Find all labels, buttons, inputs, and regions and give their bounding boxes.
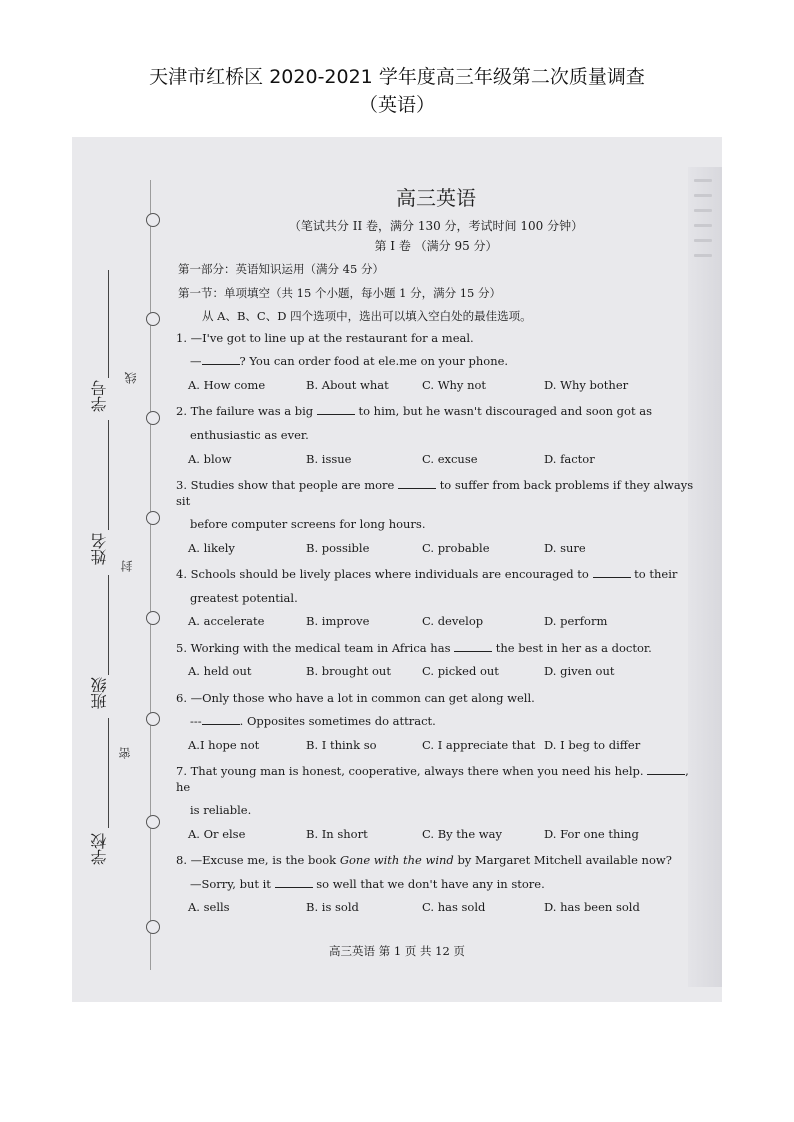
question [176,404,696,443]
class-label: 班级 [90,677,109,709]
question-stem [176,478,696,509]
option-row [188,827,696,843]
answer-blank [202,714,240,725]
option: B. is sold [306,900,359,915]
question-text: —Sorry, but it [190,876,271,891]
seal-seal-char: 封 [120,560,134,572]
binding-hole [146,611,160,625]
name-label: 姓名 [90,533,109,565]
option: B. possible [306,540,370,555]
option: D. perform [544,614,608,629]
question-stem [176,764,696,795]
option: C. Why not [422,377,487,392]
question-text: 4. Schools should be lively places where individuals are encouraged to [176,567,589,582]
binding-hole [146,511,160,525]
question-text: 7. That young man is honest, cooperative, always there when you need his help. [176,764,644,779]
answer-blank [593,567,631,578]
option: D. has been sold [544,900,640,915]
exam-content [176,185,696,927]
question-continuation [176,877,696,893]
option: C. By the way [422,826,502,841]
option-row [188,664,696,680]
question-stem [176,567,696,583]
field-line [108,575,109,675]
option-row [188,900,696,916]
option: D. sure [544,540,586,555]
question-stem: 6. —Only those who have a lot in common can get along well. [176,690,535,705]
answer-blank [202,354,240,365]
question-text: to suffer from back problems if they always sit [176,478,694,508]
option-row [188,378,696,394]
option-row [188,541,696,557]
question [176,691,696,730]
option: D. I beg to differ [544,737,641,752]
binding-hole [146,712,160,726]
answer-blank [317,404,355,415]
answer-blank [275,877,313,888]
question-stem [176,853,696,869]
option: A. How come [188,377,266,392]
question-text: to him, but he wasn't discouraged and soon got as [358,404,653,419]
question-continuation: greatest potential. [190,590,298,605]
option-row [188,452,696,468]
volume-heading: 第 I 卷 （满分 95 分） [374,239,498,254]
question-stem [176,641,696,657]
option: C. probable [422,540,490,555]
option-row [188,614,696,630]
option: D. given out [544,664,615,679]
paper-note: （笔试共分 II 卷，满分 130 分，考试时间 100 分钟） [288,219,584,233]
dialog-dash: --- [190,714,202,729]
field-line [108,270,109,378]
option: C. develop [422,614,484,629]
seal-line-char: 线 [124,372,138,384]
section-heading: 第一节：单项填空（共 15 个小题，每小题 1 分，满分 15 分） [178,285,502,300]
option: A. likely [188,540,235,555]
page-footer: 高三英语 第 1 页 共 12 页 [329,944,465,958]
seal-secret-char: 密 [118,747,132,759]
option: A. held out [188,664,252,679]
option: C. I appreciate that [422,737,536,752]
answer-blank [398,478,436,489]
question-text: 8. —Excuse me, is the book [176,853,337,868]
option: B. brought out [306,664,391,679]
question-text: 3. Studies show that people are more [176,478,395,493]
option: A. accelerate [188,614,265,629]
binding-hole [146,411,160,425]
binding-line [150,180,151,970]
question [176,641,696,657]
question-text: to their [634,567,678,582]
answer-blank [454,641,492,652]
question-continuation: before computer screens for long hours. [190,517,426,532]
student-id-label: 学号 [90,380,109,412]
document-title: 天津市红桥区 2020-2021 学年度高三年级第二次质量调查 [149,66,645,88]
option: A. blow [188,451,232,466]
option: D. Why bother [544,377,629,392]
document-subtitle: （英语） [358,94,435,116]
question-continuation: enthusiastic as ever. [190,427,309,442]
option: C. has sold [422,900,486,915]
option: D. For one thing [544,826,639,841]
option: B. In short [306,826,368,841]
binding-hole [146,815,160,829]
question-continuation [176,354,696,370]
dialog-dash: — [190,354,202,369]
question [176,331,696,370]
option: C. excuse [422,451,478,466]
question [176,853,696,892]
paper-title: 高三英语 [396,186,476,210]
binding-hole [146,312,160,326]
answer-blank [647,764,685,775]
option: C. picked out [422,664,499,679]
question-text: . Opposites sometimes do attract. [239,714,436,729]
option: B. issue [306,451,352,466]
question-text: by Margaret Mitchell available now? [457,853,672,868]
field-line [108,718,109,828]
book-title: Gone with the wind [339,853,454,868]
part-heading: 第一部分：英语知识运用（满分 45 分） [178,262,384,277]
school-label: 学校 [90,833,109,865]
question [176,478,696,533]
question-continuation [176,714,696,730]
question [176,764,696,819]
option: B. I think so [306,737,377,752]
question-continuation: is reliable. [190,803,252,818]
question-text: the best in her as a doctor. [495,640,652,655]
field-line [108,420,109,530]
option: A.I hope not [188,737,260,752]
binding-hole [146,920,160,934]
question-text: so well that we don't have any in store. [316,876,545,891]
option: D. factor [544,451,595,466]
question-stem: 1. —I've got to line up at the restaurant for a meal. [176,330,474,345]
option: A. Or else [188,826,246,841]
question-text: 2. The failure was a big [176,404,314,419]
option: B. improve [306,614,370,629]
question-text: ? You can order food at ele.me on your phone. [239,354,509,369]
question-text: 5. Working with the medical team in Africa has [176,640,451,655]
question [176,567,696,606]
binding-hole [146,213,160,227]
option: B. About what [306,377,389,392]
question-stem [176,404,696,420]
instruction: 从 A、B、C、D 四个选项中，选出可以填入空白处的最佳选项。 [202,309,532,324]
option-row [188,738,696,754]
question-text: , he [176,764,689,794]
option: A. sells [188,900,230,915]
